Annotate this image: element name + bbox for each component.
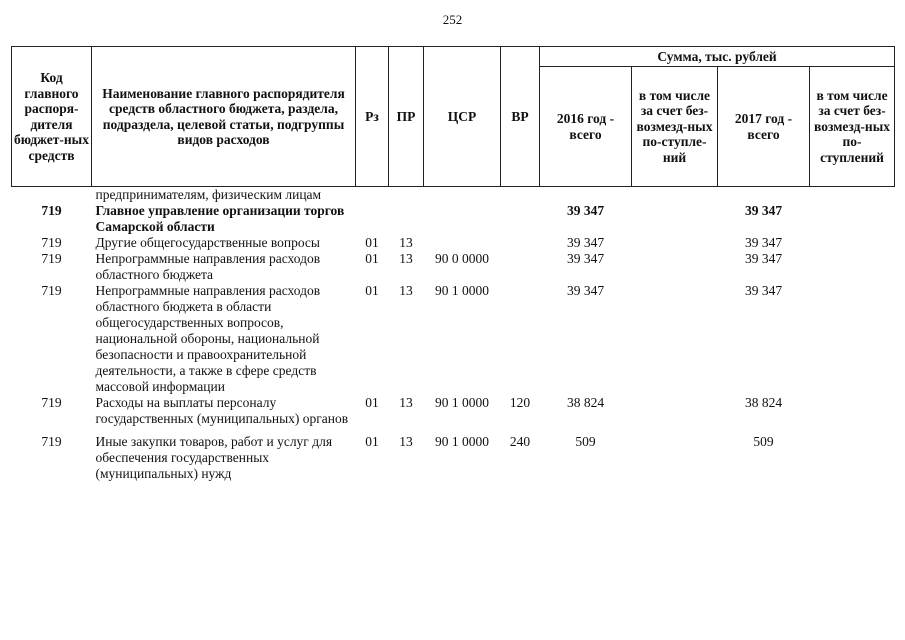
cell-code <box>12 187 92 204</box>
cell-csr: 90 1 0000 <box>435 395 489 410</box>
cell-2016-free <box>632 251 718 283</box>
cell-2017-free <box>810 235 895 251</box>
header-vr: ВР <box>501 47 540 187</box>
header-csr: ЦСР <box>424 47 501 187</box>
cell-csr <box>424 203 501 235</box>
cell-name: Главное управление организации торгов Самарской области <box>95 203 345 234</box>
cell-2016-free <box>632 434 718 482</box>
cell-vr <box>501 203 540 235</box>
cell-2017-free <box>810 283 895 395</box>
cell-code: 719 <box>41 251 62 266</box>
header-pr: ПР <box>389 47 424 187</box>
cell-code: 719 <box>41 395 62 410</box>
cell-2017-total: 509 <box>753 434 774 449</box>
cell-2016-total: 39 347 <box>566 235 605 250</box>
cell-csr: 90 0 0000 <box>435 251 489 266</box>
cell-code: 719 <box>41 434 62 449</box>
cell-2017-total: 39 347 <box>744 235 783 250</box>
cell-rz: 01 <box>365 434 379 449</box>
table-body <box>12 187 895 483</box>
table-row <box>12 203 895 235</box>
cell-2017-total <box>718 187 810 204</box>
cell-2016-free <box>632 235 718 251</box>
cell-rz: 01 <box>365 395 379 410</box>
header-name: Наименование главного распорядителя средств областного бюджета, раздела, подраздела, целевой статьи, подгруппы видов расходов <box>92 47 356 187</box>
cell-csr <box>424 187 501 204</box>
cell-2016-free <box>632 283 718 395</box>
header-2017-total: 2017 год - всего <box>718 67 810 187</box>
cell-pr <box>389 203 424 235</box>
cell-pr <box>389 187 424 204</box>
table-row <box>12 187 895 204</box>
cell-vr <box>501 283 540 395</box>
cell-2017-free <box>810 203 895 235</box>
table-row <box>12 395 895 427</box>
cell-code: 719 <box>41 203 62 218</box>
row-spacer <box>12 427 895 434</box>
cell-csr <box>424 235 501 251</box>
header-2017-free: в том числе за счет без-возмезд-ных по-ступлений <box>810 67 895 187</box>
cell-2017-total: 38 824 <box>744 395 783 410</box>
cell-vr: 120 <box>509 395 531 410</box>
cell-2016-free <box>632 395 718 427</box>
cell-vr <box>501 187 540 204</box>
page-number: 252 <box>442 12 463 27</box>
cell-vr <box>501 251 540 283</box>
cell-csr: 90 1 0000 <box>435 283 489 298</box>
cell-rz: 01 <box>365 283 379 298</box>
header-2016-free: в том числе за счет без-возмезд-ных по-ступле-ний <box>632 67 718 187</box>
cell-name: Непрограммные направления расходов областного бюджета в области общегосударственных вопросов, национальной обороны, национальной безопасности и правоохранительной деятельности, а также в сфере средств массовой информации <box>95 283 321 394</box>
cell-2016-total: 509 <box>575 434 596 449</box>
cell-2017-total: 39 347 <box>744 251 783 266</box>
cell-2016-total: 39 347 <box>566 283 605 298</box>
header-rz: Рз <box>356 47 389 187</box>
cell-csr: 90 1 0000 <box>435 434 489 449</box>
cell-code: 719 <box>41 235 62 250</box>
table-row <box>12 434 895 482</box>
cell-2017-free <box>810 395 895 427</box>
cell-code: 719 <box>41 283 62 298</box>
budget-table <box>11 46 895 482</box>
cell-name: Непрограммные направления расходов областного бюджета <box>95 251 321 282</box>
cell-2016-free <box>632 187 718 204</box>
cell-name: предпринимателям, физическим лицам <box>95 187 322 202</box>
cell-pr: 13 <box>399 235 413 250</box>
table-row <box>12 251 895 283</box>
cell-pr: 13 <box>399 434 413 449</box>
cell-pr: 13 <box>399 283 413 298</box>
cell-vr: 240 <box>509 434 531 449</box>
cell-rz: 01 <box>365 235 379 250</box>
header-2016-total: 2016 год - всего <box>540 67 632 187</box>
cell-pr: 13 <box>399 395 413 410</box>
cell-2017-free <box>810 187 895 204</box>
cell-2016-total: 38 824 <box>566 395 605 410</box>
cell-2016-total <box>540 187 632 204</box>
table-row <box>12 235 895 251</box>
cell-rz <box>356 203 389 235</box>
cell-2016-total: 39 347 <box>566 251 605 266</box>
cell-pr: 13 <box>399 251 413 266</box>
table-row <box>12 283 895 395</box>
cell-name: Другие общегосударственные вопросы <box>95 235 320 250</box>
cell-name: Иные закупки товаров, работ и услуг для обеспечения государственных (муниципальных) нужд <box>95 434 333 481</box>
cell-2016-total: 39 347 <box>566 203 605 218</box>
header-code: Код главного распоря-дителя бюджет-ных средств <box>12 47 92 187</box>
cell-rz <box>356 187 389 204</box>
table-header <box>12 47 895 187</box>
cell-2017-free <box>810 434 895 482</box>
cell-rz: 01 <box>365 251 379 266</box>
cell-2017-total: 39 347 <box>744 283 783 298</box>
header-sum-group: Сумма, тыс. рублей <box>540 47 895 67</box>
cell-2017-free <box>810 251 895 283</box>
cell-vr <box>501 235 540 251</box>
cell-name: Расходы на выплаты персоналу государственных (муниципальных) органов <box>95 395 349 426</box>
cell-2016-free <box>632 203 718 235</box>
cell-2017-total: 39 347 <box>744 203 783 218</box>
